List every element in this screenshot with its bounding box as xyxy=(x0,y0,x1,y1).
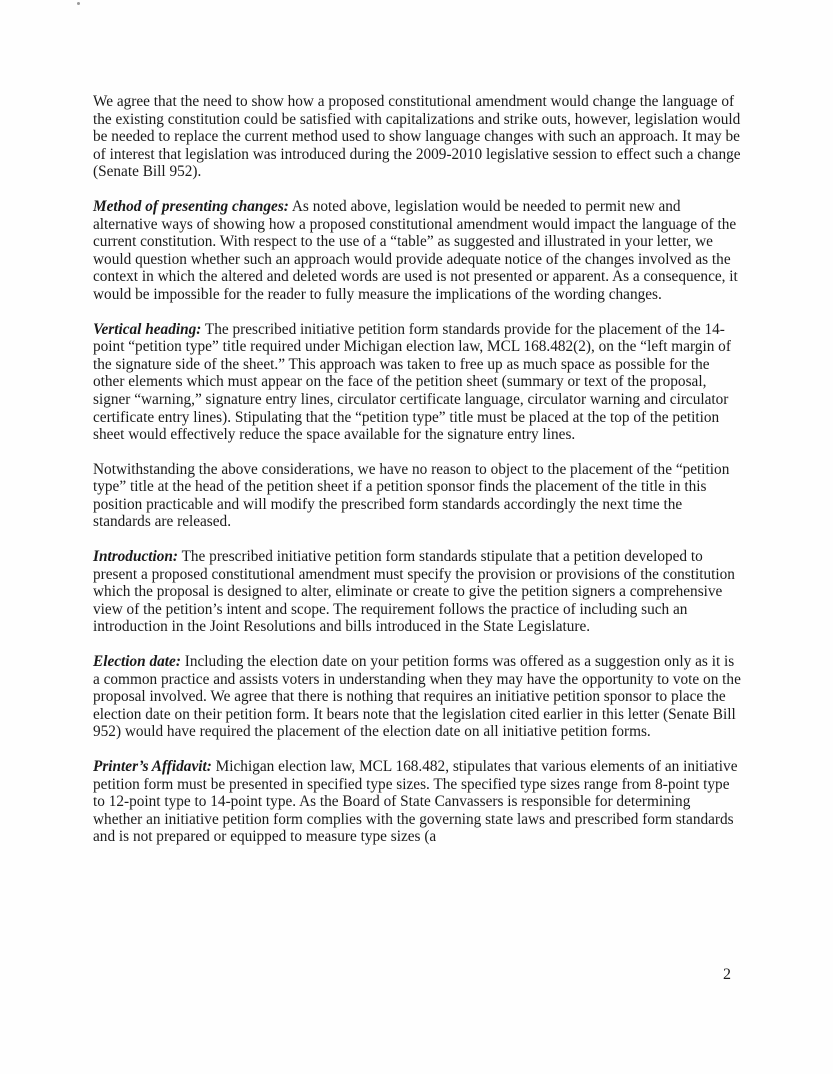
page-number: 2 xyxy=(723,966,731,983)
paragraph-introduction: Introduction: The prescribed initiative petition form standards stipulate that a petition developed to present a proposed constitutional amendment must specify the provision or provisions of the constitution which the proposal is designed to alter, eliminate or create to give the petition signers a comprehensive view of the petition’s intent and scope. The requirement follows the practice of including such an introduction in the Joint Resolutions and bills introduced in the State Legislature. xyxy=(93,548,735,636)
paragraph-notwithstanding: Notwithstanding the above considerations, we have no reason to object to the placement of the “petition type” title at the head of the petition sheet if a petition sponsor finds the placement of the title in this position practicable and will modify the prescribed form standards accordingly the next time the standards are released. xyxy=(93,460,730,531)
scan-mark xyxy=(77,2,80,5)
paragraph-printers-affidavit: Printer’s Affidavit: Michigan election law, MCL 168.482, stipulates that various elements of an initiative petition form must be presented in specified type sizes. The specified type sizes range from 8-point type to 12-point type to 14-point type. As the Board of State Canvassers is responsible for determining whether an initiative petition form complies with the governing state laws and prescribed form standards and is not prepared or equipped to measure type sizes (a xyxy=(93,758,738,846)
section-heading: Introduction: xyxy=(93,548,179,566)
letter-body xyxy=(93,93,743,863)
section-heading: Election date: xyxy=(93,653,181,671)
paragraph-vertical-heading: Vertical heading: The prescribed initiative petition form standards provide for the placement of the 14-point “petition type” title required under Michigan election law, MCL 168.482(2), on the “left margin of the signature side of the sheet.” This approach was taken to free up as much space as possible for the other elements which must appear on the face of the petition sheet (summary or text of the proposal, signer “warning,” signature entry lines, circulator certificate language, circulator warning and circulator certificate entry lines). Stipulating that the “petition type” title must be placed at the top of the petition sheet would effectively reduce the space available for the signature entry lines. xyxy=(93,320,731,444)
section-heading: Printer’s Affidavit: xyxy=(93,758,212,775)
paragraph-method-of-presenting-changes: Method of presenting changes: As noted above, legislation would be needed to permit new and alternative ways of showing how a proposed constitutional amendment would impact the language of the current constitution. With respect to the use of a “table” as suggested and illustrated in your letter, we would question whether such an approach would provide adequate notice of the changes involved as the context in which the altered and deleted words are used is not presented or apparent. As a consequence, it would be impossible for the reader to fully measure the implications of the wording changes. xyxy=(93,197,738,303)
paragraph-capitalization: We agree that the need to show how a proposed constitutional amendment would change the language of the existing constitution could be satisfied with capitalizations and strike outs, however, legislation would be needed to replace the current method used to show language changes with such an approach. It may be of interest that legislation was introduced during the 2009-2010 legislative session to effect such a change (Senate Bill 952). xyxy=(93,93,741,181)
section-heading: Vertical heading: xyxy=(93,320,202,338)
section-heading: Method of presenting changes: xyxy=(93,197,289,215)
paragraph-election-date: Election date: Including the election date on your petition forms was offered as a suggestion only as it is a common practice and assists voters in understanding when they may have the opportunity to vote on the proposal involved. We agree that there is nothing that requires an initiative petition sponsor to place the election date on their petition form. It bears note that the legislation cited earlier in this letter (Senate Bill 952) would have required the placement of the election date on all initiative petition forms. xyxy=(93,653,741,741)
